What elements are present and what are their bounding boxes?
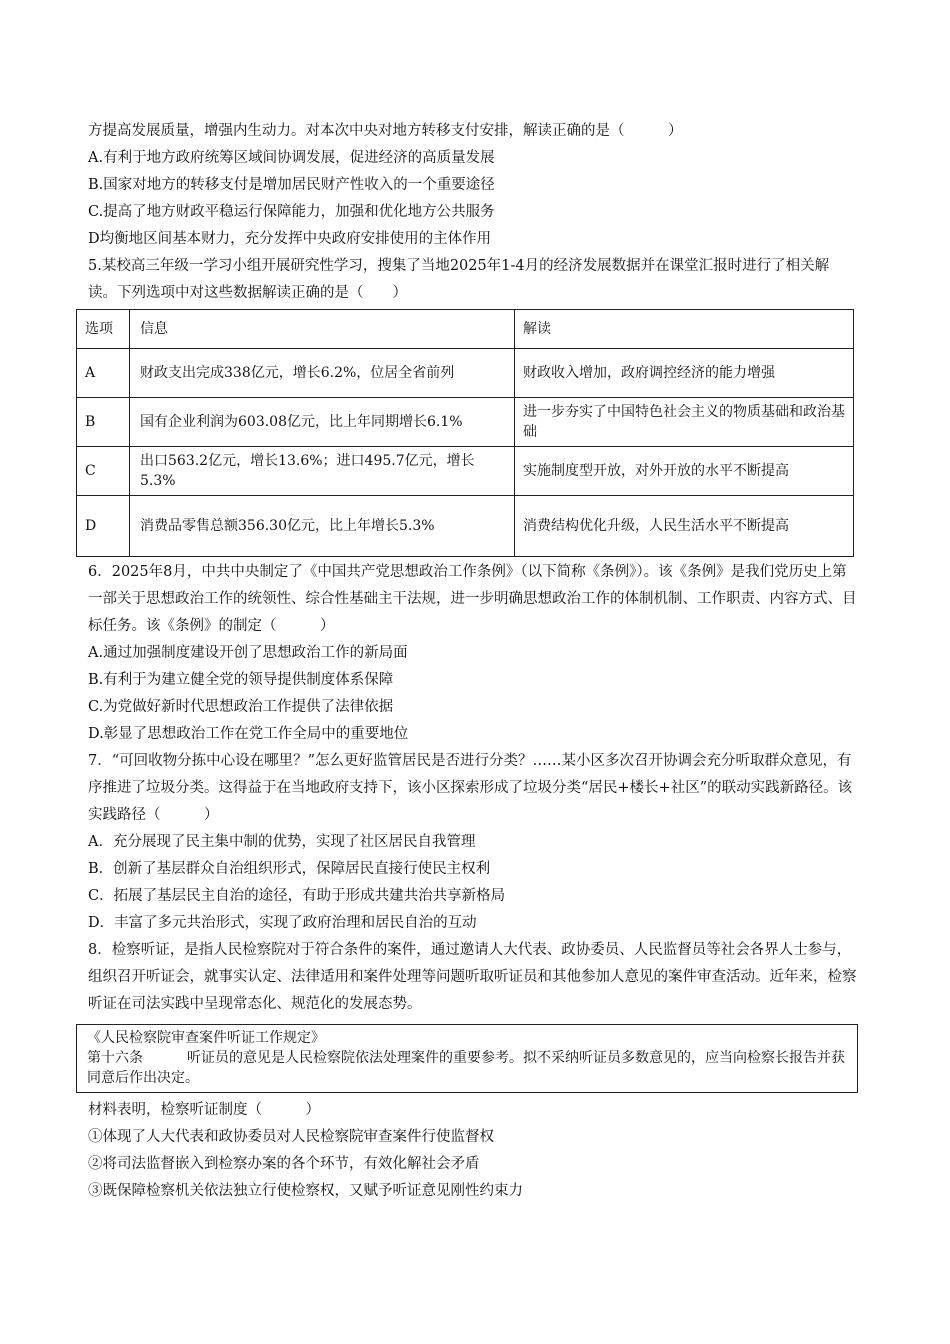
regulation-article: 第十六条 bbox=[87, 1050, 143, 1066]
header-reading: 解读 bbox=[515, 310, 854, 349]
row-option: A bbox=[77, 349, 130, 398]
row-reading: 消费结构优化升级，人民生活水平不断提高 bbox=[515, 496, 854, 557]
row-info: 出口563.2亿元，增长13.6%；进口495.7亿元，增长5.3% bbox=[130, 447, 515, 496]
table-row bbox=[77, 349, 854, 398]
q4-option-d: D均衡地区间基本财力，充分发挥中央政府安排使用的主体作用 bbox=[88, 231, 492, 247]
table-header-row bbox=[77, 310, 854, 349]
q7-stem: 7．“可回收物分拣中心设在哪里？”怎么更好监管居民是否进行分类？……某小区多次召开协调会充分听取群众意见，有序推进了垃圾分类。这得益于在当地政府支持下，该小区探索形成了垃圾分类“居民+楼长+社区”的联动实践新路径。该实践路径（ ） bbox=[88, 753, 853, 823]
q8-question: 材料表明，检察听证制度（ ） bbox=[88, 1102, 320, 1118]
regulation-body bbox=[87, 1048, 849, 1088]
q6-option-a: A.通过加强制度建设开创了思想政治工作的新局面 bbox=[88, 645, 408, 661]
regulation-text: 听证员的意见是人民检察院依法处理案件的重要参考。拟不采纳听证员多数意见的，应当向检察长报告并获同意后作出决定。 bbox=[87, 1050, 845, 1086]
row-option: C bbox=[77, 447, 130, 496]
header-option: 选项 bbox=[77, 310, 130, 349]
q8-option-1: ①体现了人大代表和政协委员对人民检察院审查案件行使监督权 bbox=[88, 1129, 494, 1145]
row-reading: 进一步夯实了中国特色社会主义的物质基础和政治基础 bbox=[515, 398, 854, 447]
regulation-title: 《人民检察院审查案件听证工作规定》 bbox=[87, 1030, 325, 1046]
row-reading: 实施制度型开放，对外开放的水平不断提高 bbox=[515, 447, 854, 496]
q7-option-b: B．创新了基层群众自治组织形式，保障居民直接行使民主权利 bbox=[88, 861, 491, 877]
q4-option-a: A.有利于地方政府统筹区域间协调发展，促进经济的高质量发展 bbox=[88, 150, 495, 166]
q5-table bbox=[76, 309, 854, 557]
row-reading: 财政收入增加，政府调控经济的能力增强 bbox=[515, 349, 854, 398]
row-option: D bbox=[77, 496, 130, 557]
header-info: 信息 bbox=[130, 310, 515, 349]
q6-option-c: C.为党做好新时代思想政治工作提供了法律依据 bbox=[88, 699, 394, 715]
q6-option-d: D.彰显了思想政治工作在党工作全局中的重要地位 bbox=[88, 726, 409, 742]
table-row bbox=[77, 496, 854, 557]
q6-option-b: B.有利于为建立健全党的领导提供制度体系保障 bbox=[88, 672, 394, 688]
q4-stem-end: 方提高发展质量，增强内生动力。对本次中央对地方转移支付安排，解读正确的是（ ） bbox=[88, 123, 683, 139]
row-info: 消费品零售总额356.30亿元，比上年增长5.3% bbox=[130, 496, 515, 557]
row-option: B bbox=[77, 398, 130, 447]
q7-option-c: C．拓展了基层民主自治的途径，有助于形成共建共治共享新格局 bbox=[88, 888, 506, 904]
q4-option-b: B.国家对地方的转移支付是增加居民财产性收入的一个重要途径 bbox=[88, 177, 495, 193]
q8-option-3: ③既保障检察机关依法独立行使检察权，又赋予听证意见刚性约束力 bbox=[88, 1183, 523, 1199]
q6-stem: 6．2025年8月，中共中央制定了《中国共产党思想政治工作条例》（以下简称《条例》）。该《条例》是我们党历史上第一部关于思想政治工作的统领性、综合性基础主干法规，进一步明确思想政治工作的体制机制、工作职责、内容方式、目标任务。该《条例》的制定（ ） bbox=[88, 564, 857, 634]
row-info: 国有企业利润为603.08亿元，比上年同期增长6.1% bbox=[130, 398, 515, 447]
table-row bbox=[77, 447, 854, 496]
page-content bbox=[85, 118, 858, 1205]
table-row bbox=[77, 398, 854, 447]
q8-option-2: ②将司法监督嵌入到检察办案的各个环节，有效化解社会矛盾 bbox=[88, 1156, 480, 1172]
q4-option-c: C.提高了地方财政平稳运行保障能力，加强和优化地方公共服务 bbox=[88, 204, 495, 220]
q7-option-d: D．丰富了多元共治形式，实现了政府治理和居民自治的互动 bbox=[88, 915, 477, 931]
regulation-box bbox=[76, 1024, 858, 1093]
q8-stem: 8．检察听证，是指人民检察院对于符合条件的案件，通过邀请人大代表、政协委员、人民监督员等社会各界人士参与，组织召开听证会，就事实认定、法律适用和案件处理等问题听取听证员和其他参加人意见的案件审查活动。近年来，检察听证在司法实践中呈现常态化、规范化的发展态势。 bbox=[88, 942, 857, 1012]
q5-stem: 5.某校高三年级一学习小组开展研究性学习，搜集了当地2025年1-4月的经济发展数据并在课堂汇报时进行了相关解读。下列选项中对这些数据解读正确的是（ ） bbox=[88, 258, 830, 301]
row-info: 财政支出完成338亿元，增长6.2%，位居全省前列 bbox=[130, 349, 515, 398]
q7-option-a: A．充分展现了民主集中制的优势，实现了社区居民自我管理 bbox=[88, 834, 476, 850]
